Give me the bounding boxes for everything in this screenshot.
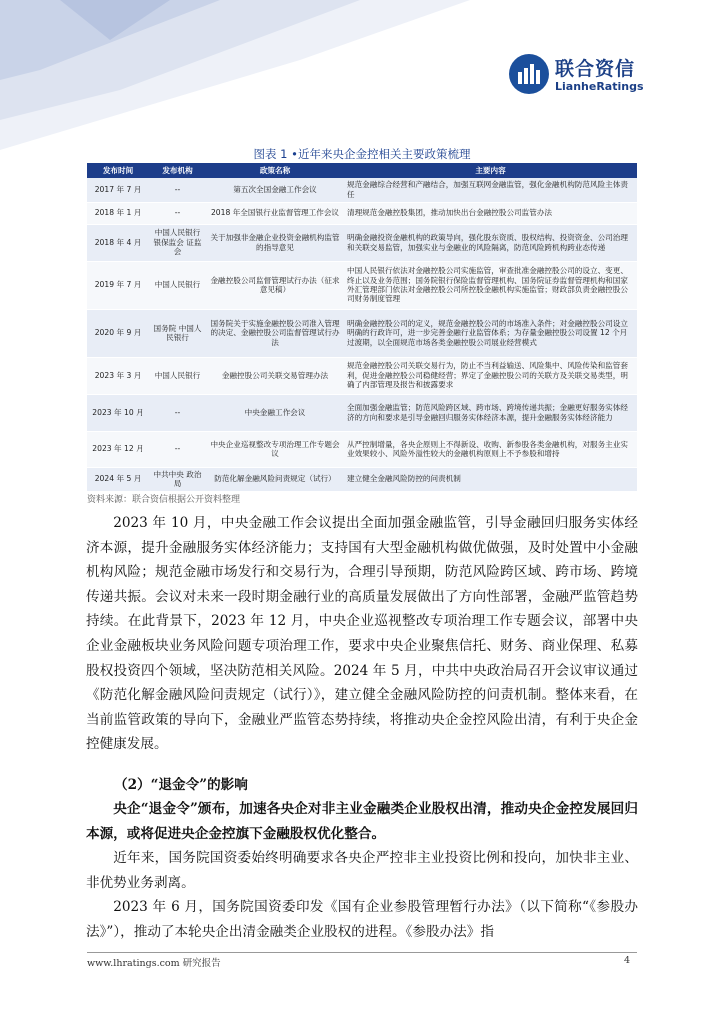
footer-website: www.lhratings.com 研究报告	[87, 958, 221, 969]
cell-content: 规范金融控股公司关联交易行为，防止不当利益输送、风险集中、风险传染和监管套利，促进金融控股公司稳健经营；界定了金融控股公司的关联方及关联交易类型，明确了内部管理及报告和披露要求	[344, 357, 637, 394]
column-header-date: 发布时间	[87, 163, 149, 178]
body-paragraph-4: 2023 年 6 月，国务院国资委印发《国有企业参股管理暂行办法》（以下简称“《参股办法》”），推动了本轮央企出清金融类企业股权的进程。《参股办法》指	[86, 899, 638, 940]
cell-policy-name: 关于加强非金融企业投资金融机构监管的指导意见	[206, 224, 344, 261]
cell-policy-name: 防范化解金融风险问责规定（试行）	[206, 467, 344, 491]
cell-policy-name: 金融控股公司关联交易管理办法	[206, 357, 344, 394]
column-header-policy-name: 政策名称	[206, 163, 344, 178]
figure-title: 图表 1 •近年来央企金控相关主要政策梳理	[253, 147, 471, 161]
cell-org: 中国人民银行	[149, 261, 206, 309]
cell-date: 2018 年 1 月	[87, 202, 149, 224]
cell-date: 2019 年 7 月	[87, 261, 149, 309]
cell-date: 2024 年 5 月	[87, 467, 149, 491]
column-header-org: 发布机构	[149, 163, 206, 178]
body-paragraph-3: 近年来，国务院国资委始终明确要求各央企严控非主业投资比例和投向，加快非主业、非优势业务剥离。	[86, 850, 638, 891]
cell-org: --	[149, 202, 206, 224]
cell-content: 建立健全金融风险防控的问责机制	[344, 467, 637, 491]
logo-english-name: LianheRatings	[555, 80, 644, 93]
cell-content: 规范金融综合经营和产融结合，加强互联网金融监管，强化金融机构防范风险主体责任	[344, 178, 637, 202]
footer-divider	[87, 952, 637, 953]
cell-content: 明确金融投资金融机构的政策导向，强化股东资质、股权结构、投资资金、公司治理和关联交易监管，加强实业与金融业的风险隔离，防范风险跨机构跨业态传递	[344, 224, 637, 261]
cell-date: 2023 年 10 月	[87, 394, 149, 431]
body-paragraph-1: 2023 年 10 月，中央金融工作会议提出全面加强金融监管，引导金融回归服务实体经济本源，提升金融服务实体经济能力；支持国有大型金融机构做优做强，及时处置中小金融机构风险；规范金融市场发行和交易行为，合理引导预期，防范风险跨区域、跨市场、跨境传递共振。会议对未来一段时期金融行业的高质量发展做出了方向性部署，金融严监管趋势持续。在此背景下，2023 年 12 月，中央企业巡视整改专项治理工作专题会议，部署中央企业金融板块业务风险问题专项治理工作，要求中央企业聚焦信托、财务、商业保理、私募股权投资四个领域，坚决防范相关风险。2024 年 5 月，中共中央政治局召开会议审议通过《防范化解金融风险问责规定（试行）》，建立健全金融风险防控的问责机制。整体来看，在当前监管政策的导向下，金融业严监管态势持续，将推动央企金控风险出清，有利于央企金控健康发展。	[86, 515, 638, 753]
header-corner-decoration	[0, 0, 470, 150]
cell-policy-name: 中央金融工作会议	[206, 394, 344, 431]
table-row	[87, 261, 637, 309]
cell-policy-name: 2018 年全国银行业监督管理工作会议	[206, 202, 344, 224]
cell-date: 2017 年 7 月	[87, 178, 149, 202]
cell-date: 2023 年 12 月	[87, 431, 149, 467]
cell-date: 2023 年 3 月	[87, 357, 149, 394]
logo-chinese-name: 联合资信	[555, 58, 636, 80]
cell-policy-name: 中央企业巡视整改专项治理工作专题会议	[206, 431, 344, 467]
table-row	[87, 202, 637, 224]
table-source-note: 资料来源：联合资信根据公开资料整理	[87, 495, 241, 505]
table-row	[87, 309, 637, 357]
table-row	[87, 431, 637, 467]
body-paragraph-2: 央企“退金令”颁布，加速各央企对非主业金融类企业股权出清，推动央企金控发展回归本源，或将促进央企金控旗下金融股权优化整合。	[86, 801, 638, 842]
cell-policy-name: 第五次全国金融工作会议	[206, 178, 344, 202]
section-heading: （2）“退金令”的影响	[114, 777, 248, 793]
cell-org: --	[149, 431, 206, 467]
cell-content: 清理规范金融控股集团，推动加快出台金融控股公司监管办法	[344, 202, 637, 224]
cell-policy-name: 国务院关于实施金融控股公司准入管理的决定、金融控股公司监督管理试行办法	[206, 309, 344, 357]
table-row	[87, 178, 637, 202]
cell-content: 从严控制增量，各央企原则上不得新设、收购、新参股各类金融机构，对服务主业实业效果较小、风险外溢性较大的金融机构原则上不予参股和增持	[344, 431, 637, 467]
table-row	[87, 394, 637, 431]
cell-org: --	[149, 394, 206, 431]
table-row	[87, 467, 637, 491]
cell-org: 中国人民银行	[149, 357, 206, 394]
cell-content: 全面加强金融监管；防范风险跨区域、跨市场、跨境传递共振；金融更好服务实体经济的方向和要求是引导金融回归服务实体经济本源，提升金融服务实体经济能力	[344, 394, 637, 431]
table-row	[87, 357, 637, 394]
cell-content: 明确金融控股公司的定义，规范金融控股公司的市场准入条件；对金融控股公司设立明确的行政许可，进一步完善金融行业监管体系；为存量金融控股公司设置 12 个月过渡期，以全面规范市场各类金融控股公司展业经营模式	[344, 309, 637, 357]
cell-org: 国务院 中国人民银行	[149, 309, 206, 357]
logo-mark-icon	[509, 54, 549, 94]
cell-org: 中国人民银行 银保监会 证监会	[149, 224, 206, 261]
cell-org: 中共中央 政治局	[149, 467, 206, 491]
table-row	[87, 224, 637, 261]
table-header-row	[87, 163, 637, 178]
column-header-content: 主要内容	[344, 163, 637, 178]
company-logo	[509, 52, 659, 98]
cell-date: 2020 年 9 月	[87, 309, 149, 357]
cell-date: 2018 年 4 月	[87, 224, 149, 261]
cell-content: 中国人民银行依法对金融控股公司实施监管，审查批准金融控股公司的设立、变更、终止以及业务范围；国务院银行保险监督管理机构、国务院证券监督管理机构和国家外汇管理部门依法对金融控股公司所控股金融机构实施监管；财政部负责金融控股公司财务制度管理	[344, 261, 637, 309]
policy-table	[87, 163, 637, 492]
cell-policy-name: 金融控股公司监督管理试行办法（征求意见稿）	[206, 261, 344, 309]
page-number: 4	[624, 955, 631, 966]
cell-org: --	[149, 178, 206, 202]
